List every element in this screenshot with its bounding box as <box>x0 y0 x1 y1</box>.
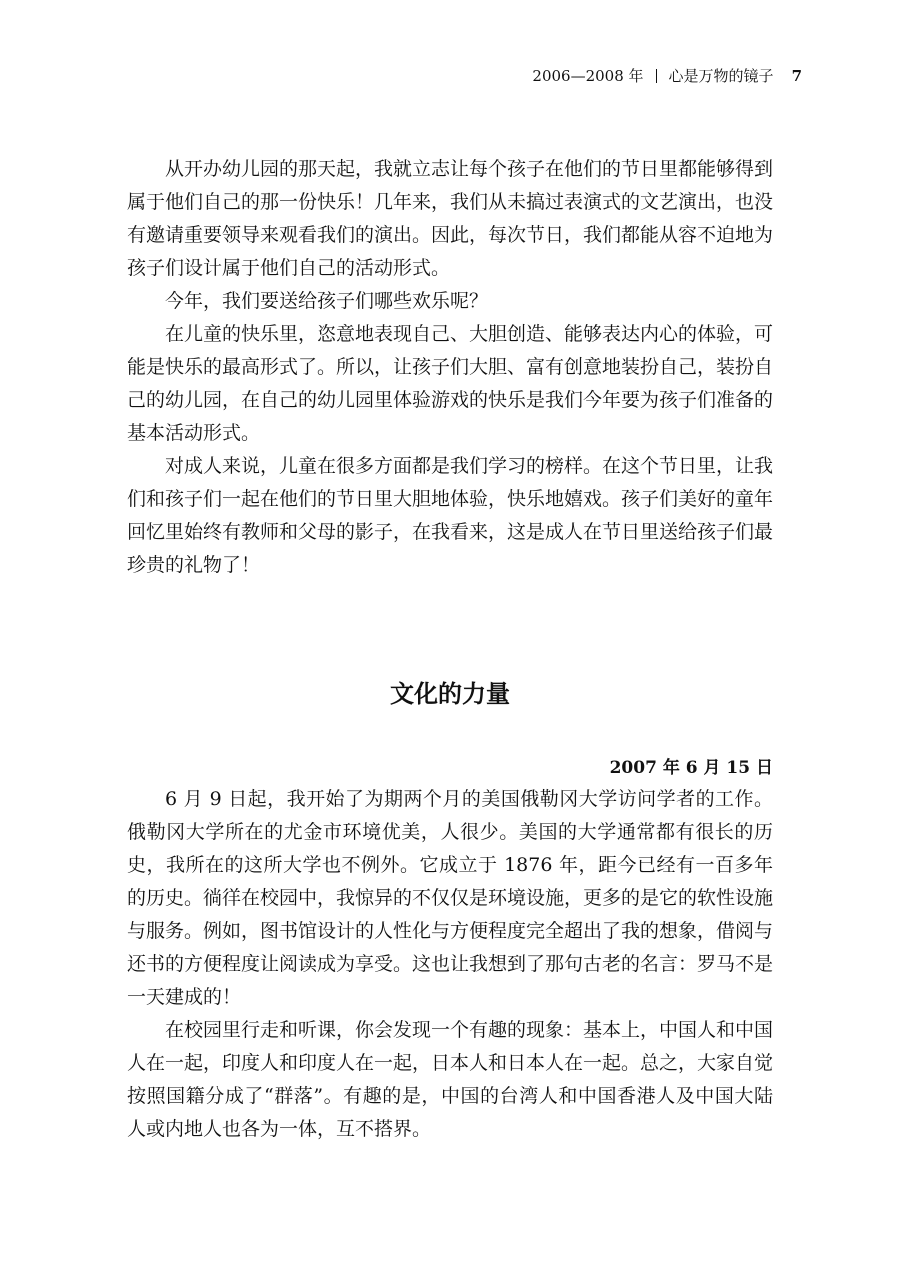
header-years: 2006—2008 年 <box>532 67 644 85</box>
paragraph: 在校园里行走和听课，你会发现一个有趣的现象：基本上，中国人和中国人在一起，印度人和印度人在一起，日本人和日本人在一起。总之，大家自觉按照国籍分成了“群落”。有趣的是，中国的台湾人和中国香港人及中国大陆人或内地人也各为一体，互不搭界。 <box>127 1019 774 1140</box>
paragraph: 从开办幼儿园的那天起，我就立志让每个孩子在他们的节日里都能够得到属于他们自己的那一份快乐！几年来，我们从未搞过表演式的文艺演出，也没有邀请重要领导来观看我们的演出。因此，每次节日，我们都能从容不迫地为孩子们设计属于他们自己的活动形式。 <box>127 158 774 279</box>
header-book-title: 心是万物的镜子 <box>668 67 774 85</box>
article-title: 文化的力量 <box>390 680 510 708</box>
article-body <box>127 783 773 1146</box>
header-separator <box>656 69 657 83</box>
paragraph: 对成人来说，儿童在很多方面都是我们学习的榜样。在这个节日里，让我们和孩子们一起在他们的节日里大胆地体验，快乐地嬉戏。孩子们美好的童年回忆里始终有教师和父母的影子，在我看来，这是成人在节日里送给孩子们最珍贵的礼物了！ <box>127 455 774 576</box>
article-date: 2007 年 6 月 15 日 <box>609 758 773 778</box>
paragraph: 在儿童的快乐里，恣意地表现自己、大胆创造、能够表达内心的体验，可能是快乐的最高形式了。所以，让孩子们大胆、富有创意地装扮自己，装扮自己的幼儿园，在自己的幼儿园里体验游戏的快乐是我们今年要为孩子们准备的基本活动形式。 <box>127 323 774 444</box>
paragraph: 6 月 9 日起，我开始了为期两个月的美国俄勒冈大学访问学者的工作。俄勒冈大学所在的尤金市环境优美，人很少。美国的大学通常都有很长的历史，我所在的这所大学也不例外。它成立于 1876 年，距今已经有一百多年的历史。徜徉在校园中，我惊异的不仅仅是环境设施，更多的是它的软性设施与服务。例如，图书馆设计的人性化与方便程度完全超出了我的想象，借阅与还书的方便程度让阅读成为享受。这也让我想到了那句古老的名言：罗马不是一天建成的！ <box>127 788 774 1008</box>
section1-body <box>127 153 773 582</box>
paragraph: 今年，我们要送给孩子们哪些欢乐呢？ <box>165 290 489 312</box>
running-header <box>532 66 802 86</box>
page-number: 7 <box>791 67 802 85</box>
